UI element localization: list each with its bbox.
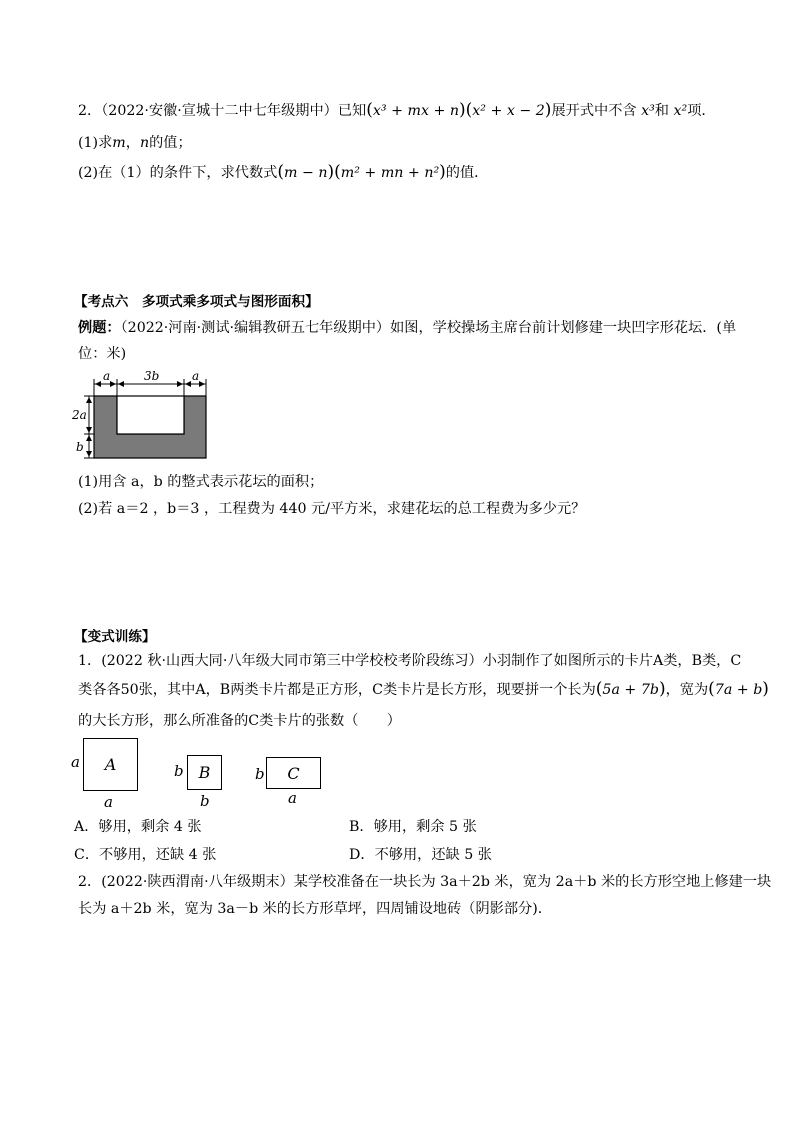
card-a-bottom-label: a [104,793,113,811]
card-a: A [83,738,138,791]
example-line2: 位：米) [78,346,127,362]
variant-q1-line3: 的大长方形，那么所准备的C类卡片的张数（ ） [78,713,401,729]
option-b[interactable]: B．够用，剩余 5 张 [349,819,477,835]
variant-title: 【变式训练】 [74,629,156,645]
example-line1: 例题：（2022·河南·测试·编辑教研五七年级期中）如图，学校操场主席台前计划修建一块凹字形花坛．(单 [78,320,737,336]
card-c-bottom-label: a [288,789,297,807]
section6-title: 【考点六 多项式乘多项式与图形面积】 [74,294,319,310]
dim-side-b: b [76,440,84,454]
dim-top-3b: 3b [144,369,160,383]
option-a[interactable]: A．够用，剩余 4 张 [74,819,202,835]
q2-term1: x³ [641,103,655,119]
variant-q2-line2: 长为 a＋2b 米，宽为 3a－b 米的长方形草坪，四周铺设地砖（阴影部分)． [78,901,552,917]
q2-number: 2． [78,103,102,119]
dim-side-2a: 2a [72,408,87,422]
variant-q1-line2: 类各各50张，其中A，B两类卡片都是正方形，C类卡片是长方形，现要拼一个长为(5a + 7b)，宽为(7a + b) [78,679,769,699]
q2-term2: x² [673,103,688,119]
example-label: 例题： [78,320,121,336]
flowerbed-figure [72,366,212,464]
option-c[interactable]: C．不够用，还缺 4 张 [74,847,217,863]
card-a-left-label: a [71,753,80,771]
card-c: C [266,757,321,789]
option-d[interactable]: D．不够用，还缺 5 张 [349,847,492,863]
card-c-left-label: b [255,765,265,783]
q2-and: 和 [654,103,669,119]
q2-expr-b: x² + x − 2 [472,103,545,119]
q2-line1: 2．（2022·安徽·宣城十二中七年级期中）已知(x³ + mx + n)(x² + x − 2)展开式中不含 x³和 x²项． [78,100,716,120]
variant-q2-line1: 2．(2022·陕西渭南·八年级期末）某学校准备在一块长为 3a＋2b 米，宽为 2a＋b 米的长方形空地上修建一块 [78,874,772,890]
card-b-bottom-label: b [200,792,210,810]
dim-top-a-left: a [103,369,111,383]
q2-tail2: 项． [687,103,716,119]
variant-q1-line1: 1．(2022 秋·山西大同·八年级大同市第三中学校校考阶段练习）小羽制作了如图所示的卡片A类，B类，C [78,653,742,669]
dim-top-a-right: a [192,369,200,383]
q2-expr-a: x³ + mx + n [372,103,459,119]
q2-tail: 展开式中不含 [551,103,637,119]
q2-part2: (2)在（1）的条件下，求代数式(m − n)(m² + mn + n²)的值． [78,162,489,182]
card-b-left-label: b [174,762,184,780]
card-b: B [187,755,222,790]
q2-source: （2022·安徽·宣城十二中七年级期中）已知 [101,103,367,119]
example-part2: (2)若 a＝2 ，b＝3 ，工程费为 440 元/平方米，求建花坛的总工程费为多少元？ [78,501,586,517]
example-part1: (1)用含 a，b 的整式表示花坛的面积； [78,474,324,490]
q2-part1: (1)求m，n的值； [78,135,192,151]
